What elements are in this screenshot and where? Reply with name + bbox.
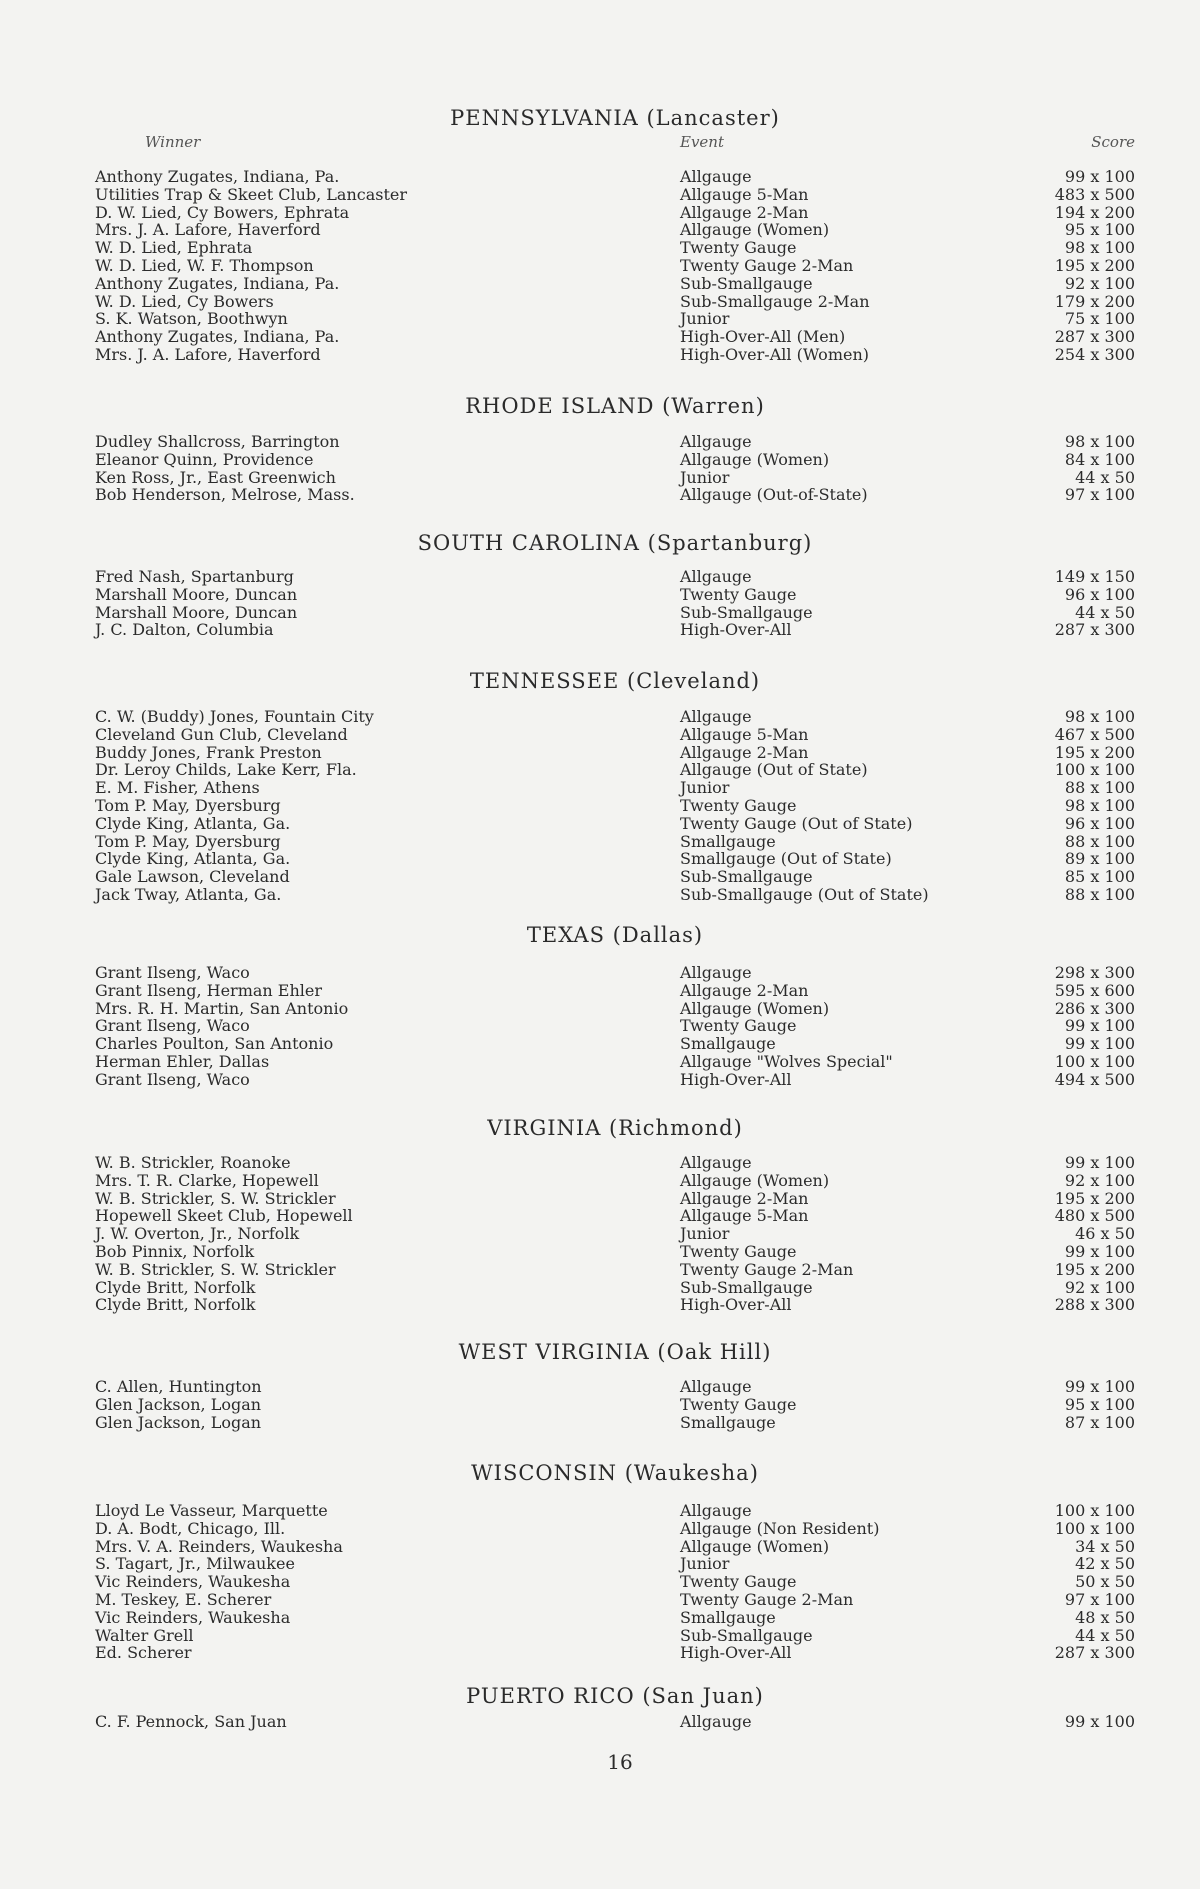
event-cell: Allgauge (Women)	[680, 220, 830, 240]
section-title: PENNSYLVANIA (Lancaster)	[450, 106, 780, 130]
score-cell: 100 x 100	[1054, 1518, 1135, 1538]
result-row	[95, 744, 1135, 762]
event-cell: High-Over-All (Men)	[680, 327, 846, 347]
event-cell: Allgauge 2-Man	[680, 980, 809, 1000]
result-row	[95, 1555, 1135, 1573]
winner-cell: Buddy Jones, Frank Preston	[95, 742, 322, 762]
event-cell: Sub-Smallgauge	[680, 602, 813, 622]
result-row	[95, 451, 1135, 469]
event-cell: Allgauge (Out of State)	[680, 760, 868, 780]
event-cell: Twenty Gauge	[680, 1394, 797, 1414]
event-cell: Allgauge 2-Man	[680, 742, 809, 762]
event-cell: Allgauge (Women)	[680, 998, 830, 1018]
event-cell: Allgauge	[680, 707, 752, 726]
result-row	[95, 204, 1135, 222]
score-cell: 298 x 300	[1054, 963, 1135, 982]
result-row	[95, 433, 1135, 451]
section-title: TENNESSEE (Cleveland)	[469, 669, 761, 693]
score-cell: 98 x 100	[1064, 795, 1135, 815]
winner-cell: Clyde Britt, Norfolk	[95, 1277, 256, 1297]
winner-cell: W. D. Lied, Cy Bowers	[95, 291, 274, 311]
winner-cell: Fred Nash, Spartanburg	[95, 567, 294, 586]
event-cell: Sub-Smallgauge	[680, 1625, 813, 1645]
score-cell: 254 x 300	[1054, 344, 1135, 364]
score-cell: 96 x 100	[1064, 584, 1135, 604]
event-cell: Twenty Gauge	[680, 238, 797, 258]
result-row	[95, 275, 1135, 293]
result-row	[95, 1261, 1135, 1279]
score-cell: 287 x 300	[1054, 620, 1135, 640]
event-cell: Allgauge 5-Man	[680, 724, 809, 744]
score-cell: 89 x 100	[1064, 849, 1135, 869]
results-list	[95, 1378, 1135, 1431]
score-cell: 50 x 50	[1075, 1572, 1135, 1592]
winner-cell: Marshall Moore, Duncan	[95, 584, 298, 604]
score-cell: 44 x 50	[1075, 602, 1135, 622]
results-list	[95, 964, 1135, 1089]
result-row	[95, 1591, 1135, 1609]
event-cell: Allgauge (Women)	[680, 449, 830, 469]
winner-cell: Gale Lawson, Cleveland	[95, 867, 290, 887]
winner-cell: W. B. Strickler, Roanoke	[95, 1153, 291, 1172]
winner-cell: Dudley Shallcross, Barrington	[95, 432, 340, 451]
results-list	[95, 1713, 1135, 1731]
section-title: SOUTH CAROLINA (Spartanburg)	[417, 531, 813, 555]
results-list	[95, 168, 1135, 364]
score-cell: 92 x 100	[1064, 1170, 1135, 1190]
result-row	[95, 1225, 1135, 1243]
result-row	[95, 1296, 1135, 1314]
event-cell: High-Over-All (Women)	[680, 344, 869, 364]
result-row	[95, 886, 1135, 904]
score-cell: 88 x 100	[1064, 831, 1135, 851]
result-row	[95, 797, 1135, 815]
event-cell: High-Over-All	[680, 1643, 792, 1663]
event-cell: Allgauge (Non Resident)	[680, 1518, 880, 1538]
result-row	[95, 1279, 1135, 1297]
score-cell: 99 x 100	[1064, 1016, 1135, 1036]
result-row	[95, 221, 1135, 239]
score-cell: 100 x 100	[1054, 1051, 1135, 1071]
event-cell: Smallgauge	[680, 1034, 776, 1054]
winner-cell: Ken Ross, Jr., East Greenwich	[95, 467, 336, 487]
event-cell: Allgauge 5-Man	[680, 1206, 809, 1226]
score-cell: 179 x 200	[1054, 291, 1135, 311]
result-row	[95, 293, 1135, 311]
results-list	[95, 708, 1135, 904]
section-title: WISCONSIN (Waukesha)	[471, 1461, 759, 1485]
score-cell: 44 x 50	[1075, 1625, 1135, 1645]
result-row	[95, 1071, 1135, 1089]
winner-cell: Clyde King, Atlanta, Ga.	[95, 813, 291, 833]
event-cell: Allgauge	[680, 167, 752, 186]
score-cell: 288 x 300	[1054, 1295, 1135, 1315]
event-cell: Allgauge "Wolves Special"	[680, 1051, 893, 1071]
winner-cell: Mrs. J. A. Lafore, Haverford	[95, 344, 321, 364]
winner-cell: S. K. Watson, Boothwyn	[95, 309, 288, 329]
winner-cell: Clyde Britt, Norfolk	[95, 1295, 256, 1315]
winner-cell: D. A. Bodt, Chicago, Ill.	[95, 1518, 286, 1538]
event-cell: Allgauge	[680, 1153, 752, 1172]
state-section	[95, 1115, 1135, 1315]
event-cell: Sub-Smallgauge 2-Man	[680, 291, 870, 311]
score-cell: 467 x 500	[1054, 724, 1135, 744]
result-row	[95, 1207, 1135, 1225]
winner-cell: Grant Ilseng, Waco	[95, 1016, 250, 1036]
event-cell: Junior	[680, 1554, 730, 1574]
event-cell: Allgauge	[680, 1501, 752, 1520]
section-title: PUERTO RICO (San Juan)	[466, 1684, 764, 1708]
event-cell: Junior	[680, 778, 730, 798]
winner-cell: W. B. Strickler, S. W. Strickler	[95, 1188, 336, 1208]
winner-cell: Eleanor Quinn, Providence	[95, 449, 314, 469]
winner-cell: W. D. Lied, Ephrata	[95, 238, 253, 258]
score-cell: 287 x 300	[1054, 327, 1135, 347]
winner-cell: Grant Ilseng, Waco	[95, 963, 250, 982]
result-row	[95, 469, 1135, 487]
score-cell: 95 x 100	[1064, 220, 1135, 240]
event-cell: Twenty Gauge (Out of State)	[680, 813, 913, 833]
score-cell: 480 x 500	[1054, 1206, 1135, 1226]
winner-cell: Anthony Zugates, Indiana, Pa.	[95, 167, 340, 186]
event-cell: Allgauge 2-Man	[680, 202, 809, 222]
event-cell: Allgauge 2-Man	[680, 1188, 809, 1208]
score-cell: 195 x 200	[1054, 742, 1135, 762]
section-title: WEST VIRGINIA (Oak Hill)	[458, 1340, 772, 1364]
event-cell: Sub-Smallgauge (Out of State)	[680, 884, 929, 904]
winner-cell: Bob Henderson, Melrose, Mass.	[95, 485, 355, 505]
section-title: TEXAS (Dallas)	[526, 923, 704, 947]
result-row	[95, 1035, 1135, 1053]
result-row	[95, 761, 1135, 779]
event-cell: Smallgauge	[680, 1412, 776, 1432]
state-section	[95, 393, 1135, 505]
column-headers	[95, 133, 1135, 153]
result-row	[95, 1414, 1135, 1432]
result-row	[95, 868, 1135, 886]
event-cell: Allgauge	[680, 432, 752, 451]
score-cell: 98 x 100	[1064, 238, 1135, 258]
winner-cell: Tom P. May, Dyersburg	[95, 795, 281, 815]
score-cell: 48 x 50	[1075, 1607, 1135, 1627]
result-row	[95, 1609, 1135, 1627]
event-cell: Twenty Gauge	[680, 795, 797, 815]
score-cell: 75 x 100	[1064, 309, 1135, 329]
section-title: VIRGINIA (Richmond)	[487, 1116, 743, 1140]
winner-cell: C. Allen, Huntington	[95, 1377, 262, 1396]
event-cell: Allgauge	[680, 1712, 752, 1731]
result-row	[95, 1000, 1135, 1018]
winner-cell: W. B. Strickler, S. W. Strickler	[95, 1259, 336, 1279]
winner-cell: Utilities Trap & Skeet Club, Lancaster	[95, 184, 408, 204]
score-cell: 98 x 100	[1064, 432, 1135, 451]
state-section	[95, 1460, 1135, 1663]
score-cell: 286 x 300	[1054, 998, 1135, 1018]
score-cell: 87 x 100	[1064, 1412, 1135, 1432]
results-list	[95, 568, 1135, 639]
score-cell: 99 x 100	[1064, 1034, 1135, 1054]
score-cell: 194 x 200	[1054, 202, 1135, 222]
winner-cell: W. D. Lied, W. F. Thompson	[95, 255, 314, 275]
result-row	[95, 850, 1135, 868]
event-cell: Allgauge (Women)	[680, 1170, 830, 1190]
winner-cell: Mrs. V. A. Reinders, Waukesha	[95, 1536, 343, 1556]
event-cell: High-Over-All	[680, 1295, 792, 1315]
winner-cell: Mrs. J. A. Lafore, Haverford	[95, 220, 321, 240]
score-cell: 99 x 100	[1064, 1241, 1135, 1261]
event-cell: Allgauge 5-Man	[680, 184, 809, 204]
result-row	[95, 1713, 1135, 1731]
winner-cell: Vic Reinders, Waukesha	[95, 1572, 291, 1592]
state-section	[95, 530, 1135, 640]
event-cell: Twenty Gauge 2-Man	[680, 1259, 854, 1279]
event-cell: Twenty Gauge	[680, 1241, 797, 1261]
score-cell: 97 x 100	[1064, 1589, 1135, 1609]
score-column-header: Score	[1091, 133, 1135, 151]
score-cell: 483 x 500	[1054, 184, 1135, 204]
result-row	[95, 586, 1135, 604]
winner-column-header: Winner	[145, 133, 201, 151]
result-row	[95, 257, 1135, 275]
result-row	[95, 1573, 1135, 1591]
event-cell: Twenty Gauge 2-Man	[680, 1589, 854, 1609]
result-row	[95, 1172, 1135, 1190]
result-row	[95, 708, 1135, 726]
result-row	[95, 486, 1135, 504]
event-cell: Sub-Smallgauge	[680, 273, 813, 293]
score-cell: 595 x 600	[1054, 980, 1135, 1000]
winner-cell: Tom P. May, Dyersburg	[95, 831, 281, 851]
score-cell: 46 x 50	[1075, 1224, 1135, 1244]
score-cell: 287 x 300	[1054, 1643, 1135, 1663]
winner-cell: Grant Ilseng, Herman Ehler	[95, 980, 323, 1000]
score-cell: 85 x 100	[1064, 867, 1135, 887]
winner-cell: Mrs. T. R. Clarke, Hopewell	[95, 1170, 319, 1190]
result-row	[95, 1378, 1135, 1396]
score-cell: 195 x 200	[1054, 255, 1135, 275]
result-row	[95, 1502, 1135, 1520]
score-cell: 44 x 50	[1075, 467, 1135, 487]
winner-cell: J. W. Overton, Jr., Norfolk	[95, 1224, 300, 1244]
result-row	[95, 833, 1135, 851]
event-cell: Twenty Gauge	[680, 584, 797, 604]
result-row	[95, 1520, 1135, 1538]
winner-cell: Anthony Zugates, Indiana, Pa.	[95, 327, 340, 347]
winner-cell: E. M. Fisher, Athens	[95, 778, 260, 798]
result-row	[95, 328, 1135, 346]
result-row	[95, 346, 1135, 364]
score-cell: 99 x 100	[1064, 1153, 1135, 1172]
winner-cell: Ed. Scherer	[95, 1643, 192, 1663]
winner-cell: Hopewell Skeet Club, Hopewell	[95, 1206, 353, 1226]
score-cell: 149 x 150	[1054, 567, 1135, 586]
score-cell: 42 x 50	[1075, 1554, 1135, 1574]
event-cell: Allgauge	[680, 567, 752, 586]
winner-cell: S. Tagart, Jr., Milwaukee	[95, 1554, 295, 1574]
winner-cell: Charles Poulton, San Antonio	[95, 1034, 334, 1054]
result-row	[95, 1243, 1135, 1261]
winner-cell: Glen Jackson, Logan	[95, 1412, 262, 1432]
result-row	[95, 1190, 1135, 1208]
result-row	[95, 726, 1135, 744]
winner-cell: Glen Jackson, Logan	[95, 1394, 262, 1414]
event-cell: High-Over-All	[680, 620, 792, 640]
winner-cell: Walter Grell	[95, 1625, 194, 1645]
score-cell: 99 x 100	[1064, 1377, 1135, 1396]
event-cell: Twenty Gauge	[680, 1572, 797, 1592]
event-column-header: Event	[680, 133, 724, 151]
results-list	[95, 433, 1135, 504]
result-row	[95, 1017, 1135, 1035]
result-row	[95, 982, 1135, 1000]
result-row	[95, 1396, 1135, 1414]
score-cell: 195 x 200	[1054, 1188, 1135, 1208]
event-cell: Sub-Smallgauge	[680, 867, 813, 887]
result-row	[95, 1154, 1135, 1172]
winner-cell: Cleveland Gun Club, Cleveland	[95, 724, 348, 744]
event-cell: Smallgauge	[680, 831, 776, 851]
score-cell: 494 x 500	[1054, 1069, 1135, 1089]
winner-cell: C. F. Pennock, San Juan	[95, 1712, 287, 1731]
result-row	[95, 779, 1135, 797]
event-cell: Allgauge	[680, 963, 752, 982]
score-cell: 98 x 100	[1064, 707, 1135, 726]
winner-cell: C. W. (Buddy) Jones, Fountain City	[95, 707, 374, 726]
winner-cell: M. Teskey, E. Scherer	[95, 1589, 272, 1609]
event-cell: Allgauge	[680, 1377, 752, 1396]
event-cell: Sub-Smallgauge	[680, 1277, 813, 1297]
score-cell: 84 x 100	[1064, 449, 1135, 469]
results-list	[95, 1154, 1135, 1314]
winner-cell: Anthony Zugates, Indiana, Pa.	[95, 273, 340, 293]
result-row	[95, 568, 1135, 586]
result-row	[95, 168, 1135, 186]
event-cell: Smallgauge (Out of State)	[680, 849, 892, 869]
winner-cell: Herman Ehler, Dallas	[95, 1051, 270, 1071]
result-row	[95, 815, 1135, 833]
score-cell: 99 x 100	[1064, 167, 1135, 186]
event-cell: Allgauge (Out-of-State)	[680, 485, 868, 505]
score-cell: 97 x 100	[1064, 485, 1135, 505]
result-row	[95, 186, 1135, 204]
score-cell: 88 x 100	[1064, 884, 1135, 904]
score-cell: 195 x 200	[1054, 1259, 1135, 1279]
result-row	[95, 1053, 1135, 1071]
winner-cell: D. W. Lied, Cy Bowers, Ephrata	[95, 202, 350, 222]
state-section	[95, 668, 1135, 904]
section-title: RHODE ISLAND (Warren)	[465, 394, 765, 418]
winner-cell: Grant Ilseng, Waco	[95, 1069, 250, 1089]
result-row	[95, 1627, 1135, 1645]
score-cell: 34 x 50	[1075, 1536, 1135, 1556]
winner-cell: Marshall Moore, Duncan	[95, 602, 298, 622]
winner-cell: Dr. Leroy Childs, Lake Kerr, Fla.	[95, 760, 357, 780]
event-cell: Junior	[680, 309, 730, 329]
event-cell: Smallgauge	[680, 1607, 776, 1627]
event-cell: Allgauge (Women)	[680, 1536, 830, 1556]
result-row	[95, 604, 1135, 622]
score-cell: 96 x 100	[1064, 813, 1135, 833]
state-section	[95, 922, 1135, 1089]
winner-cell: Bob Pinnix, Norfolk	[95, 1241, 255, 1261]
score-cell: 100 x 100	[1054, 1501, 1135, 1520]
score-cell: 92 x 100	[1064, 273, 1135, 293]
event-cell: Junior	[680, 1224, 730, 1244]
result-row	[95, 239, 1135, 257]
result-row	[95, 621, 1135, 639]
score-cell: 95 x 100	[1064, 1394, 1135, 1414]
result-row	[95, 310, 1135, 328]
state-section	[95, 1339, 1135, 1432]
score-cell: 99 x 100	[1064, 1712, 1135, 1731]
winner-cell: Clyde King, Atlanta, Ga.	[95, 849, 291, 869]
result-row	[95, 964, 1135, 982]
winner-cell: Vic Reinders, Waukesha	[95, 1607, 291, 1627]
winner-cell: Jack Tway, Atlanta, Ga.	[95, 884, 282, 904]
winner-cell: Lloyd Le Vasseur, Marquette	[95, 1501, 328, 1520]
winner-cell: J. C. Dalton, Columbia	[95, 620, 274, 640]
result-row	[95, 1538, 1135, 1556]
event-cell: High-Over-All	[680, 1069, 792, 1089]
result-row	[95, 1644, 1135, 1662]
state-section	[95, 1683, 1135, 1731]
score-cell: 88 x 100	[1064, 778, 1135, 798]
event-cell: Junior	[680, 467, 730, 487]
event-cell: Twenty Gauge	[680, 1016, 797, 1036]
event-cell: Twenty Gauge 2-Man	[680, 255, 854, 275]
page-number: 16	[607, 1750, 633, 1774]
results-list	[95, 1502, 1135, 1662]
winner-cell: Mrs. R. H. Martin, San Antonio	[95, 998, 349, 1018]
score-cell: 100 x 100	[1054, 760, 1135, 780]
score-cell: 92 x 100	[1064, 1277, 1135, 1297]
